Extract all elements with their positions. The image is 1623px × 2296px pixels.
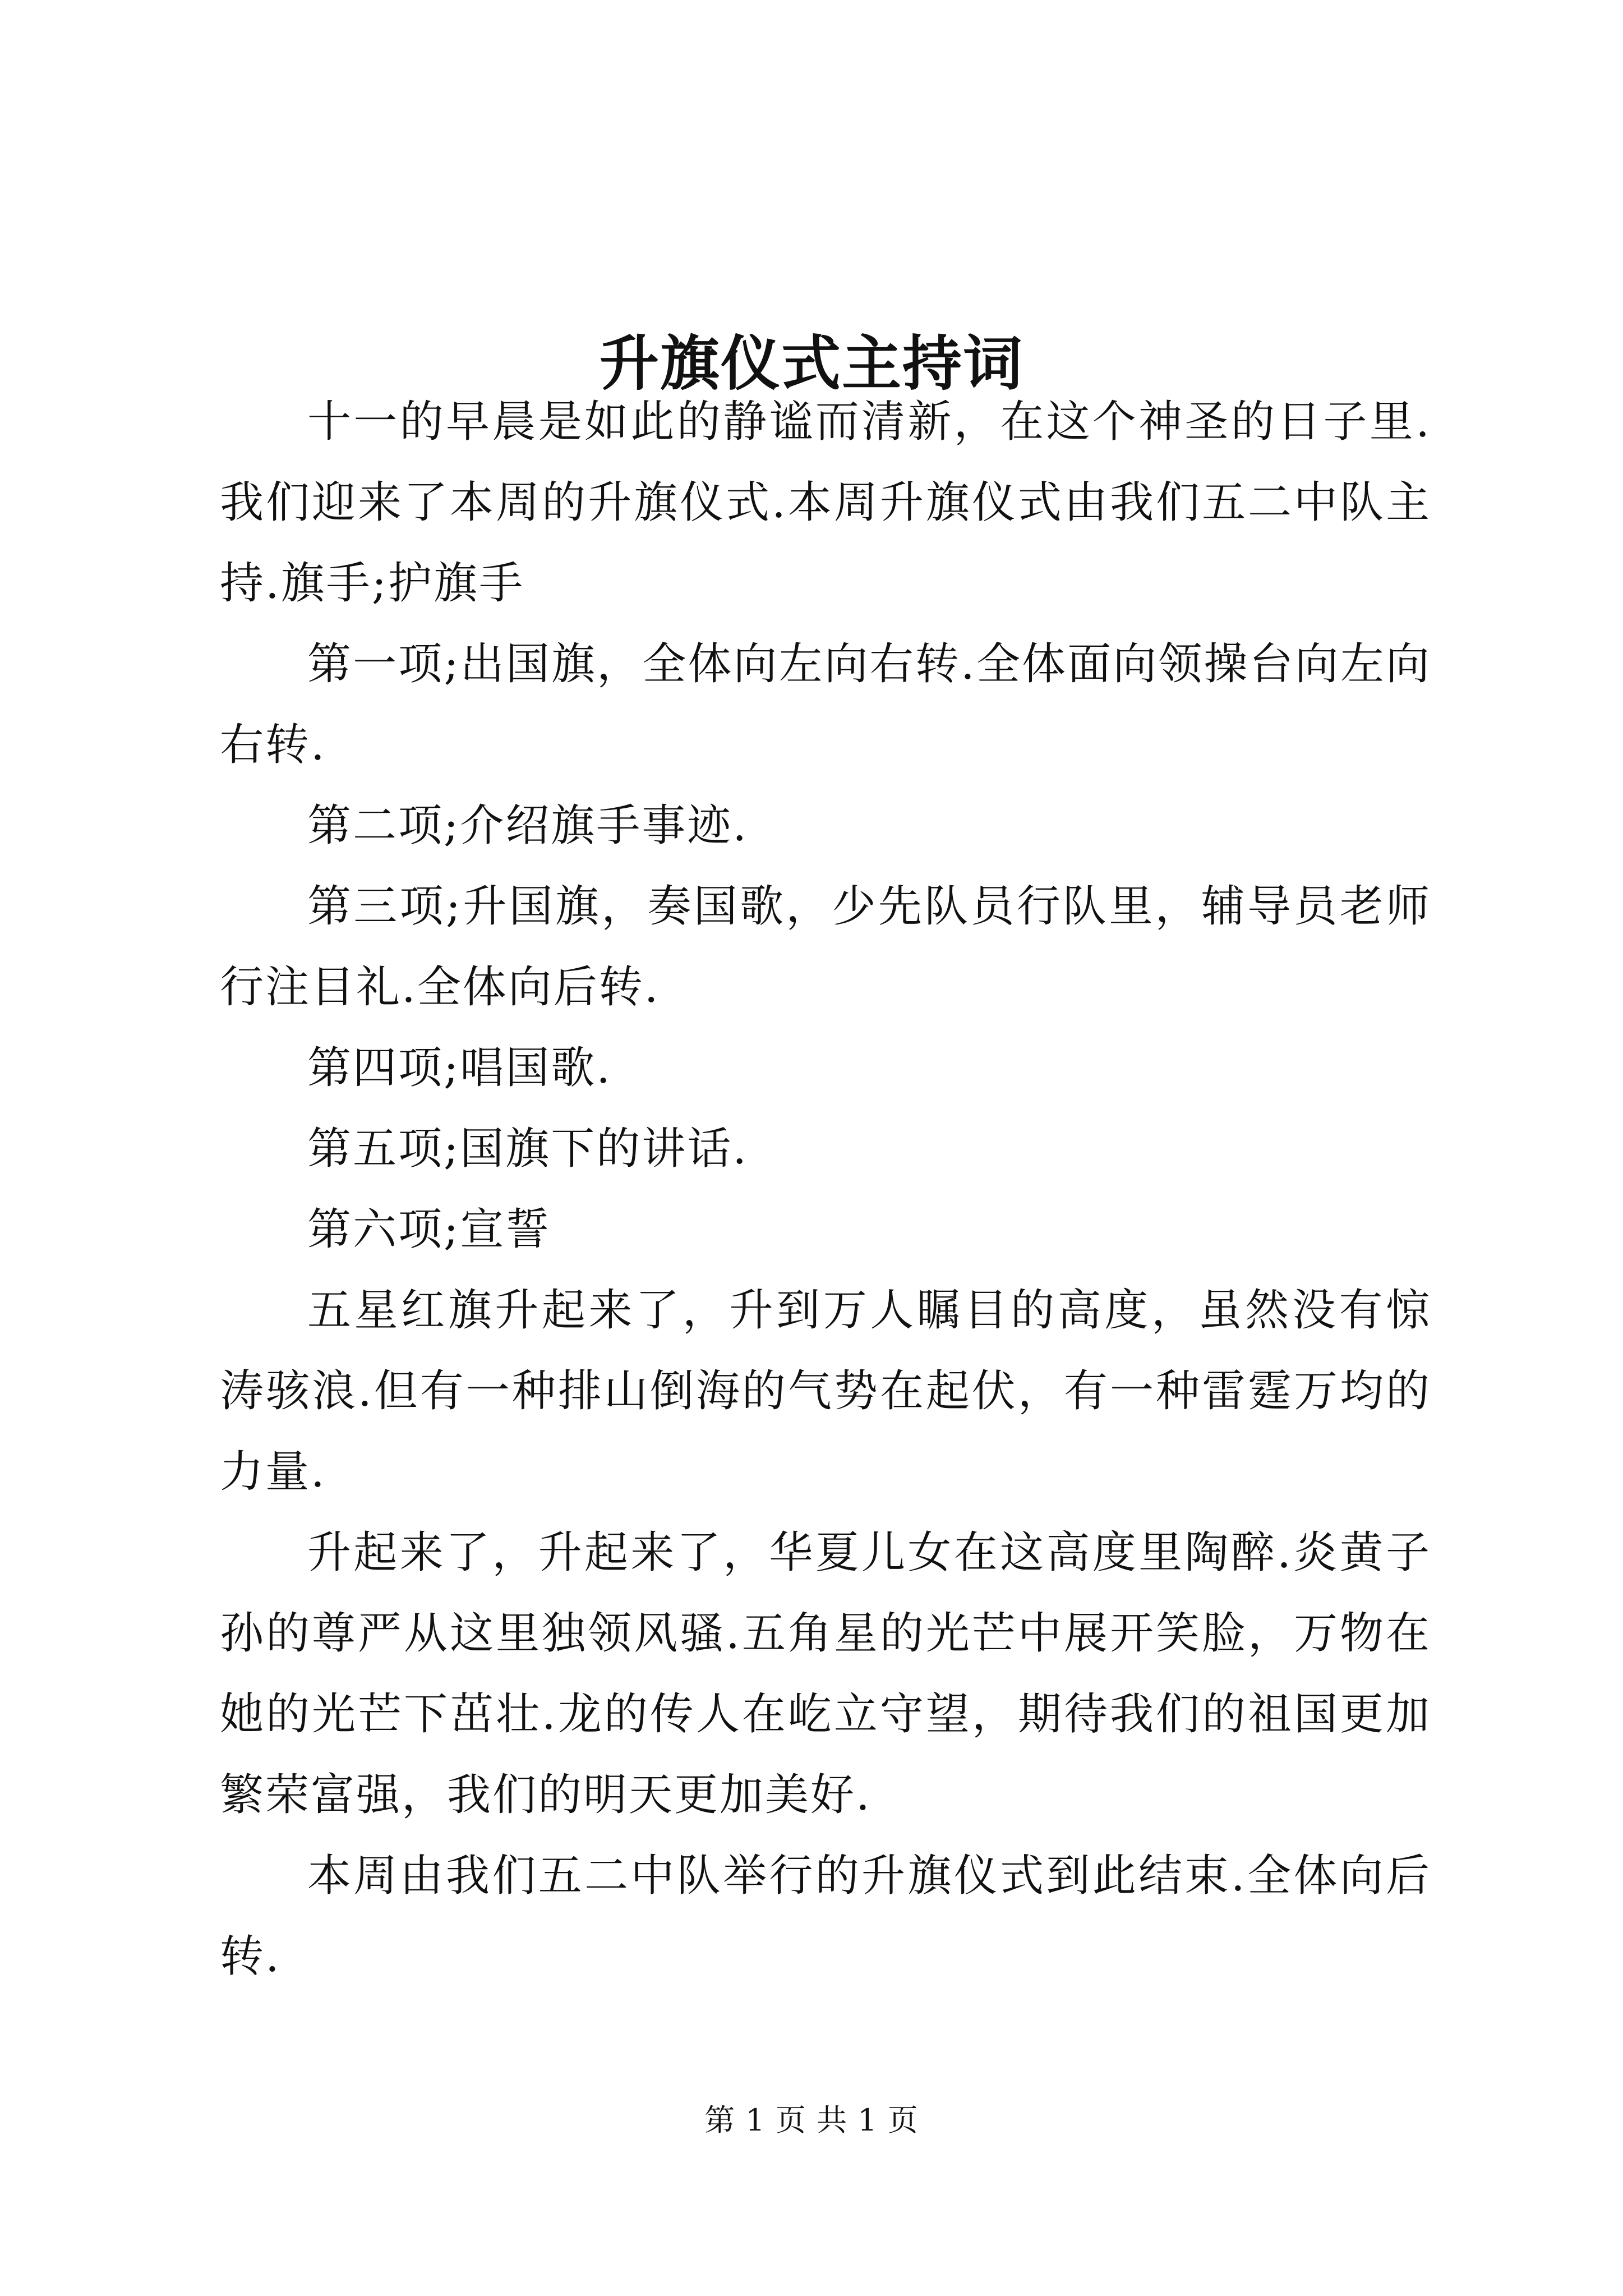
- paragraph-rising-up: 升起来了，升起来了，华夏儿女在这高度里陶醉.炎黄子孙的尊严从这里独领风骚.五角星的光芒中展开笑脸，万物在她的光芒下茁壮.龙的传人在屹立守望，期待我们的祖国更加繁荣富强，我们的明天更加美好.: [220, 1527, 1431, 1820]
- paragraph-item-2: 第二项;介绍旗手事迹.: [307, 800, 749, 851]
- page-footer: 第 1 页 共 1 页: [704, 2102, 919, 2138]
- document-body: [220, 381, 1431, 1997]
- document-title: 升旗仪式主持词: [600, 328, 1023, 399]
- paragraph-item-6: 第六项;宣誓: [307, 1204, 551, 1255]
- paragraph-intro: 十一的早晨是如此的静谧而清新，在这个神圣的日子里.我们迎来了本周的升旗仪式.本周升旗仪式由我们五二中队主持.旗手;护旗手: [220, 397, 1431, 609]
- paragraph-item-5: 第五项;国旗下的讲话.: [307, 1124, 749, 1174]
- paragraph-closing: 本周由我们五二中队举行的升旗仪式到此结束.全体向后转.: [220, 1851, 1431, 1982]
- paragraph-flag-rising: 五星红旗升起来了，升到万人瞩目的高度，虽然没有惊涛骇浪.但有一种排山倒海的气势在起伏，有一种雷霆万均的力量.: [220, 1285, 1431, 1497]
- paragraph-item-1: 第一项;出国旗，全体向左向右转.全体面向领操台向左向右转.: [220, 639, 1431, 770]
- paragraph-item-4: 第四项;唱国歌.: [307, 1043, 612, 1093]
- paragraph-item-3: 第三项;升国旗，奏国歌，少先队员行队里，辅导员老师行注目礼.全体向后转.: [220, 881, 1431, 1013]
